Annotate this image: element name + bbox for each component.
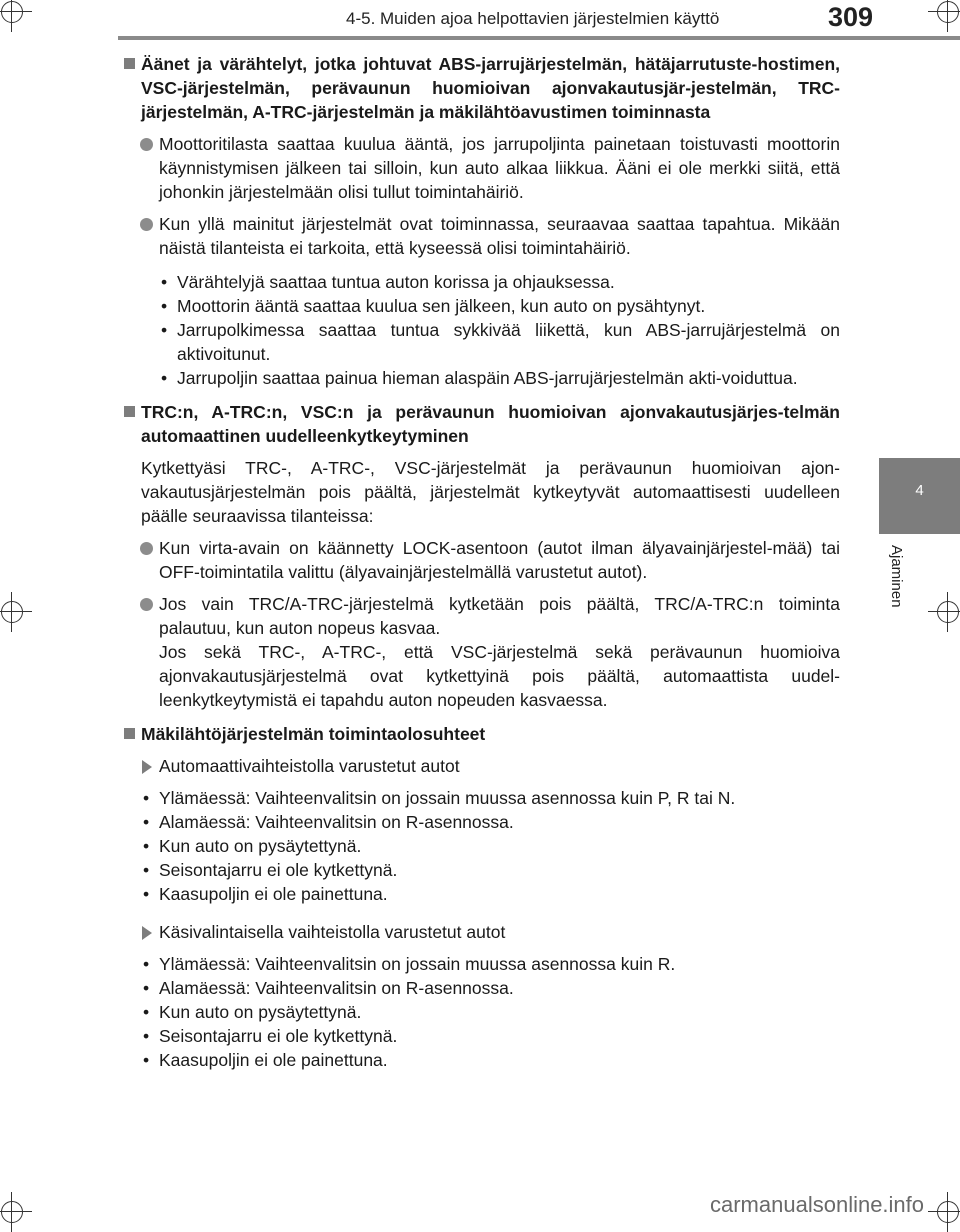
group-label-manual [124, 920, 840, 944]
list-item [124, 132, 840, 204]
page-number: 309 [828, 2, 874, 32]
dot-item: • Ylämäessä: Vaihteenvalitsin on jossain muussa asennossa kuin R. [141, 952, 840, 976]
dot-item: • Kaasupoljin ei ole painettuna. [141, 882, 840, 906]
circle-bullet-icon [140, 542, 153, 555]
circle-bullet-icon [140, 138, 153, 151]
crop-mark-mid-left [0, 592, 32, 632]
section-heading-text: Mäkilähtöjärjestelmän toimintaolosuhteet [141, 724, 486, 744]
section-sounds-vibrations [124, 52, 840, 390]
chapter-tab [879, 458, 960, 534]
square-bullet-icon [124, 406, 135, 417]
section-intro: Kytkettyäsi TRC-, A-TRC-, VSC-järjestelmät ja perävaunun huomioivan ajon-vakautusjärjestelmän pois päältä, järjestelmät kytkeytyvät automaattisesti uudelleen päälle seuraavissa tilanteissa: [141, 458, 840, 526]
page-header [0, 0, 960, 40]
section-auto-reactivation [124, 400, 840, 712]
dot-list-automatic [124, 786, 840, 906]
dot-item: • Alamäessä: Vaihteenvalitsin on R-asennossa. [141, 810, 840, 834]
dot-list [124, 270, 840, 390]
group-label-text: Automaattivaihteistolla varustetut autot [159, 756, 460, 776]
list-item-text: Jos vain TRC/A-TRC-järjestelmä kytketään pois päältä, TRC/A-TRC:n toiminta palautuu, kun auton nopeus kasvaa. [159, 594, 840, 638]
group-label-text: Käsivalintaisella vaihteistolla varustetut autot [159, 922, 506, 942]
list-item-text: Kun yllä mainitut järjestelmät ovat toiminnassa, seuraavaa saattaa tapahtua. Mikään näistä tilanteista ei tarkoita, että kyseessä olisi toimintahäiriö. [159, 214, 840, 258]
crop-mark-mid-right [928, 592, 960, 632]
dot-item: • Kun auto on pysäytettynä. [141, 1000, 840, 1024]
section-heading-text: TRC:n, A-TRC:n, VSC:n ja perävaunun huomioivan ajonvakautusjärjes-telmän automaattinen uudelleenkytkeytyminen [141, 402, 840, 446]
dot-list-manual [124, 952, 840, 1072]
section-heading [124, 722, 840, 746]
triangle-bullet-icon [142, 760, 152, 774]
dot-item: • Kaasupoljin ei ole painettuna. [141, 1048, 840, 1072]
list-item [124, 212, 840, 260]
dot-item: • Ylämäessä: Vaihteenvalitsin on jossain muussa asennossa kuin P, R tai N. [141, 786, 840, 810]
section-heading [124, 52, 840, 124]
section-heading-text: Äänet ja värähtelyt, jotka johtuvat ABS-jarrujärjestelmän, hätäjarrutuste-hostimen, VSC-järjestelmän, perävaunun huomioivan ajonvakautusjär-jestelmän, TRC-järjestelmän, A-TRC-järjestelmän ja mäkilähtöavustimen toiminnasta [141, 54, 840, 122]
dot-item: • Seisontajarru ei ole kytkettynä. [141, 858, 840, 882]
square-bullet-icon [124, 728, 135, 739]
list-item [124, 592, 840, 712]
dot-item: • Seisontajarru ei ole kytkettynä. [141, 1024, 840, 1048]
crop-mark-bottom-right [928, 1192, 960, 1232]
dot-item: • Jarrupoljin saattaa painua hieman alaspäin ABS-jarrujärjestelmän akti-voiduttua. [159, 366, 840, 390]
header-title: 4-5. Muiden ajoa helpottavien järjestelmien käyttö [346, 9, 720, 28]
square-bullet-icon [124, 58, 135, 69]
dot-item: • Kun auto on pysäytettynä. [141, 834, 840, 858]
section-hill-start [124, 722, 840, 1072]
dot-item: • Jarrupolkimessa saattaa tuntua sykkivää liikettä, kun ABS-jarrujärjestelmä on aktivoitunut. [159, 318, 840, 366]
list-item [124, 536, 840, 584]
chapter-label-text: Ajaminen [888, 545, 905, 608]
dot-item: • Alamäessä: Vaihteenvalitsin on R-asennossa. [141, 976, 840, 1000]
list-item-text: Kun virta-avain on käännetty LOCK-asentoon (autot ilman älyavainjärjestel-mää) tai OFF-toimintatila valittu (älyavainjärjestelmällä varustetut autot). [159, 538, 840, 582]
triangle-bullet-icon [142, 926, 152, 940]
watermark: carmanualsonline.info [710, 1192, 925, 1217]
crop-mark-bottom-left [0, 1192, 32, 1232]
section-heading [124, 400, 840, 448]
dot-item: • Värähtelyjä saattaa tuntua auton korissa ja ohjauksessa. [159, 270, 840, 294]
circle-bullet-icon [140, 218, 153, 231]
list-item-extra: Jos sekä TRC-, A-TRC-, että VSC-järjestelmä sekä perävaunun huomioiva ajonvakautusjärjestelmä ovat kytkettyinä pois päältä, automaattista uudel-leenkytkeytymistä ei tapahdu auton nopeuden kasvaessa. [159, 642, 840, 710]
header-rule [118, 36, 960, 40]
dot-item: • Moottorin ääntä saattaa kuulua sen jälkeen, kun auto on pysähtynyt. [159, 294, 840, 318]
page-content [124, 52, 840, 1082]
circle-bullet-icon [140, 598, 153, 611]
group-label-automatic [124, 754, 840, 778]
list-item-text: Moottoritilasta saattaa kuulua ääntä, jos jarrupoljinta painetaan toistuvasti moottorin käynnistymisen jälkeen tai silloin, kun auto alkaa liikkua. Ääni ei ole merkki siitä, että johonkin järjestelmään olisi tullut toimintahäiriö. [159, 134, 840, 202]
chapter-number: 4 [915, 482, 924, 499]
chapter-label [885, 545, 907, 635]
